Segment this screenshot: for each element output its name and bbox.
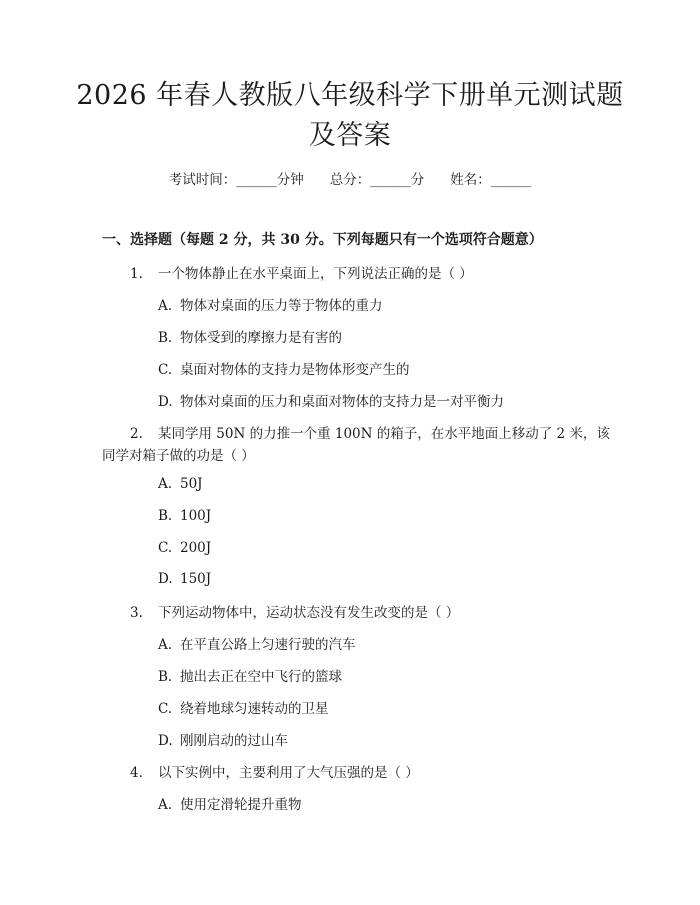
option-letter: D. bbox=[158, 571, 173, 587]
option-text: 200J bbox=[180, 540, 212, 556]
option-letter: A. bbox=[158, 797, 173, 813]
question-2-continued bbox=[102, 444, 255, 464]
question-number: 1. bbox=[130, 266, 143, 282]
question-2 bbox=[130, 422, 610, 442]
question-2-option-b bbox=[158, 508, 211, 524]
question-number: 3. bbox=[130, 605, 143, 621]
title-line-2: 及答案 bbox=[308, 120, 392, 151]
option-text: 抛出去正在空中飞行的篮球 bbox=[180, 669, 342, 685]
option-letter: B. bbox=[158, 669, 173, 685]
question-number: 4. bbox=[130, 765, 143, 781]
option-text: 150J bbox=[180, 571, 212, 587]
option-letter: A. bbox=[158, 298, 173, 314]
question-3-option-b bbox=[158, 665, 342, 685]
question-text: 以下实例中，主要利用了大气压强的是（ ） bbox=[158, 765, 419, 781]
question-text: 一个物体静止在水平桌面上，下列说法正确的是（ ） bbox=[158, 266, 473, 282]
option-letter: D. bbox=[158, 394, 173, 410]
question-4-option-a bbox=[158, 793, 302, 813]
option-text: 物体对桌面的压力等于物体的重力 bbox=[180, 298, 383, 314]
question-3-option-d bbox=[158, 729, 288, 749]
option-text: 50J bbox=[180, 476, 203, 492]
option-letter: C. bbox=[158, 540, 173, 556]
title-line-1: 2026 年春人教版八年级科学下册单元测试题 bbox=[76, 80, 624, 111]
option-text: 绕着地球匀速转动的卫星 bbox=[180, 701, 329, 717]
exam-time-field: 考试时间：______分钟 bbox=[168, 172, 304, 188]
option-text: 物体对桌面的压力和桌面对物体的支持力是一对平衡力 bbox=[180, 394, 504, 410]
question-2-option-a bbox=[158, 476, 203, 492]
question-2-option-c bbox=[158, 540, 211, 556]
question-text: 下列运动物体中，运动状态没有发生改变的是（ ） bbox=[158, 605, 460, 621]
option-letter: D. bbox=[158, 733, 173, 749]
question-3-option-c bbox=[158, 697, 329, 717]
question-1 bbox=[130, 262, 473, 282]
section-heading-choice: 一、选择题（每题 2 分，共 30 分。下列每题只有一个选项符合题意） bbox=[102, 232, 543, 248]
question-3 bbox=[130, 601, 459, 621]
option-letter: B. bbox=[158, 330, 173, 346]
total-score-field: 总分：______分 bbox=[329, 172, 425, 188]
question-1-option-d bbox=[158, 390, 504, 410]
page-title bbox=[60, 76, 640, 156]
question-2-option-d bbox=[158, 571, 211, 587]
question-text-line-1: 某同学用 50N 的力推一个重 100N 的箱子，在水平地面上移动了 2 米，该 bbox=[158, 426, 610, 442]
question-1-option-a bbox=[158, 294, 383, 314]
option-text: 在平直公路上匀速行驶的汽车 bbox=[180, 637, 356, 653]
exam-meta bbox=[0, 168, 700, 188]
option-letter: A. bbox=[158, 637, 173, 653]
option-letter: C. bbox=[158, 701, 173, 717]
question-3-option-a bbox=[158, 633, 356, 653]
option-text: 物体受到的摩擦力是有害的 bbox=[180, 330, 342, 346]
option-text: 使用定滑轮提升重物 bbox=[180, 797, 302, 813]
question-text-line-2: 同学对箱子做的功是（ ） bbox=[102, 448, 255, 464]
student-name-field: 姓名：______ bbox=[450, 172, 532, 188]
option-letter: B. bbox=[158, 508, 173, 524]
option-text: 桌面对物体的支持力是物体形变产生的 bbox=[180, 362, 410, 378]
question-1-option-c bbox=[158, 358, 410, 378]
option-letter: A. bbox=[158, 476, 173, 492]
option-letter: C. bbox=[158, 362, 173, 378]
option-text: 刚刚启动的过山车 bbox=[180, 733, 288, 749]
question-4 bbox=[130, 761, 419, 781]
question-number: 2. bbox=[130, 426, 143, 442]
question-1-option-b bbox=[158, 326, 342, 346]
option-text: 100J bbox=[180, 508, 212, 524]
